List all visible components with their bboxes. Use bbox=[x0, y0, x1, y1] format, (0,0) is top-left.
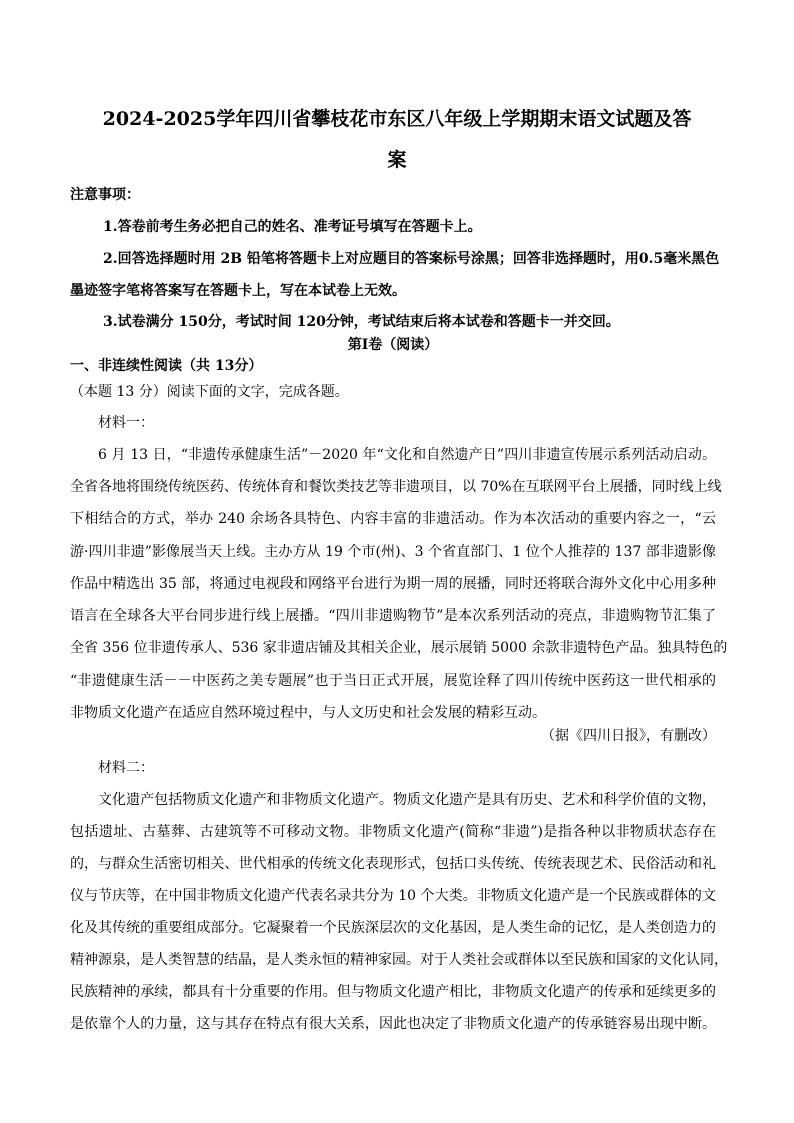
material-1-line: “非遗健康生活－－中医药之美专题展”也于当日正式开展，展览诠释了四川传统中医药这一世代相承的 bbox=[70, 673, 716, 689]
volume-heading: 第I卷（阅读） bbox=[347, 337, 439, 353]
material-2-line: 包括遗址、古墓葬、古建筑等不可移动文物。非物质文化遗产(简称“非遗”)是指各种以非物质状态存在 bbox=[70, 824, 716, 840]
notice-item-1: 1.答卷前考生务必把自己的姓名、准考证号填写在答题卡上。 bbox=[103, 219, 482, 235]
material-1-line: 作品中精选出 35 部，将通过电视段和网络平台进行为期一周的展播，同时还将联合海外文化中心用多种 bbox=[70, 576, 716, 592]
material-1-line: 下相结合的方式，举办 240 余场各具特色、内容丰富的非遗活动。作为本次活动的重要内容之一，“云 bbox=[70, 511, 716, 527]
material-1-source: （据《四川日报》，有删改） bbox=[541, 728, 716, 744]
document-title-line-2: 案 bbox=[387, 149, 407, 171]
material-2-line: 是依靠个人的力量，这与其存在特点有很大关系，因此也决定了非物质文化遗产的传承链容易出现中断。 bbox=[70, 1016, 716, 1032]
notice-item-3: 3.试卷满分 150分，考试时间 120分钟，考试结束后将本试卷和答题卡一并交回。 bbox=[103, 314, 620, 330]
material-1-line: 全省各地将围绕传统医药、传统体育和餐饮类技艺等非遗项目，以 70%在互联网平台上展播，同时线上线 bbox=[70, 479, 722, 495]
material-2-label: 材料二： bbox=[98, 760, 154, 776]
material-2-line: 精神源泉，是人类智慧的结晶，是人类永恒的精神家园。对于人类社会或群体以至民族和国家的文化认同， bbox=[70, 952, 728, 968]
material-1-line: 游·四川非遗”影像展当天上线。主办方从 19 个市(州)、3 个省直部门、1 位个人推荐的 137 部非遗影像 bbox=[70, 544, 716, 560]
section-instruction: （本题 13 分）阅读下面的文字，完成各题。 bbox=[70, 384, 349, 400]
material-2-line: 化及其传统的重要组成部分。它凝聚着一个民族深层次的文化基因，是人类生命的记忆，是人类创造力的 bbox=[70, 920, 716, 936]
material-2-line: 文化遗产包括物质文化遗产和非物质文化遗产。物质文化遗产是具有历史、艺术和科学价值的文物， bbox=[98, 792, 716, 808]
material-1-line: 6 月 13 日，“非遗传承健康生活”－2020 年“文化和自然遗产日”四川非遗宣传展示系列活动启动。 bbox=[98, 447, 716, 463]
material-2-line: 仪与节庆等，在中国非物质文化遗产代表名录共分为 10 个大类。非物质文化遗产是一个民族或群体的文 bbox=[70, 888, 716, 904]
material-1-line: 语言在全球各大平台同步进行线上展播。“四川非遗购物节”是本次系列活动的亮点，非遗购物节汇集了 bbox=[70, 608, 716, 624]
material-1-line: 非物质文化遗产在适应自然环境过程中，与人文历史和社会发展的精彩互动。 bbox=[70, 705, 546, 721]
material-2-line: 的，与群众生活密切相关、世代相承的传统文化表现形式，包括口头传统、传统表现艺术、民俗活动和礼 bbox=[70, 856, 716, 872]
material-1-line: 全省 356 位非遗传承人、536 家非遗店铺及其相关企业，展示展销 5000 余款非遗特色产品。独具特色的 bbox=[70, 640, 728, 656]
notice-item-2: 2.回答选择题时用 2B 铅笔将答题卡上对应题目的答案标号涂黑；回答非选择题时，用0.5毫米黑色 bbox=[103, 251, 720, 267]
notice-item-2-continued: 墨迹签字笔将答案写在答题卡上，写在本试卷上无效。 bbox=[70, 283, 406, 299]
document-title-line-1: 2024-2025学年四川省攀枝花市东区八年级上学期期末语文试题及答 bbox=[102, 108, 692, 130]
section-heading: 一、非连续性阅读（共 13分） bbox=[70, 358, 263, 374]
material-2-line: 民族精神的承续，都具有十分重要的作用。但与物质文化遗产相比，非物质文化遗产的传承和延续更多的 bbox=[70, 984, 716, 1000]
material-1-label: 材料一： bbox=[98, 415, 154, 431]
notice-heading: 注意事项： bbox=[70, 187, 140, 203]
